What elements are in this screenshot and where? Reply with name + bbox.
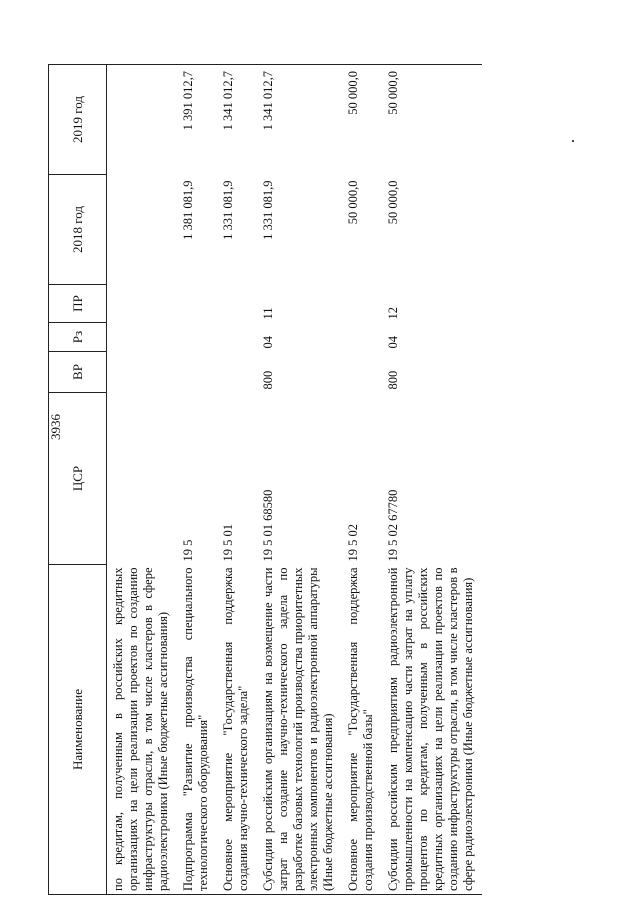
header-2019: 2019 год — [49, 65, 107, 175]
row-rz — [217, 323, 257, 352]
row-2018: 50 000,0 — [386, 180, 400, 225]
row-name: Субсидии российским предприятиям радиоэлектронной промышленности на компенсацию части затрат на уплату процентов по кредитам, полученным в российских кредитных организациях на цели реализации проектов по созданию инфраструктуры отрасли, в том числе кластеров в сфере радиоэлектроники (Иные бюджетные ассигнования) — [382, 565, 482, 895]
row-pr: 11 — [261, 307, 275, 320]
row-2018 — [107, 175, 178, 285]
row-csr: 19 5 01 68580 — [261, 489, 275, 562]
table-row — [217, 65, 257, 895]
row-vr: 800 — [261, 370, 275, 390]
row-pr — [342, 285, 382, 323]
row-csr — [107, 393, 178, 565]
row-2019: 1 391 012,7 — [177, 65, 217, 175]
row-name: Основное мероприятие "Государственная поддержка создания производственной базы" — [342, 565, 382, 895]
row-rz — [107, 323, 178, 352]
rotated-page — [48, 15, 610, 895]
row-rz — [342, 323, 382, 352]
table-row — [257, 65, 342, 895]
table-header-row — [49, 65, 107, 895]
row-2019: 1 341 012,7 — [257, 65, 342, 175]
row-rz: 04 — [261, 336, 275, 349]
row-2019: 50 000,0 — [342, 65, 382, 175]
header-csr: ЦСР — [49, 393, 107, 565]
row-vr — [177, 352, 217, 393]
row-vr — [217, 352, 257, 393]
row-2018: 1 331 081,9 — [221, 180, 235, 240]
row-vr — [107, 352, 178, 393]
header-2018: 2018 год — [49, 175, 107, 285]
header-vr: ВР — [49, 352, 107, 393]
row-name: Основное мероприятие "Государственная поддержка создания научно-технического задела" — [217, 565, 257, 895]
row-2018: 1 331 081,9 — [261, 180, 275, 240]
row-pr — [177, 285, 217, 323]
row-pr — [107, 285, 178, 323]
row-vr — [342, 352, 382, 393]
header-pr: ПР — [49, 285, 107, 323]
row-pr — [217, 285, 257, 323]
header-rz: Рз — [49, 323, 107, 352]
row-vr: 800 — [386, 370, 400, 390]
table-row — [177, 65, 217, 895]
row-csr: 19 5 01 — [221, 524, 235, 562]
row-name: Субсидии российским организациям на возмещение части затрат на создание научно-технического задела по разработке базовых технологий производства приоритетных электронных компонентов и радиоэлектронной аппаратуры (Иные бюджетные ассигнования) — [257, 565, 342, 895]
row-2019: 50 000,0 — [382, 65, 482, 175]
budget-table — [48, 64, 482, 895]
table-row — [342, 65, 382, 895]
row-name: Подпрограмма "Развитие производства специального технологического оборудования" — [177, 565, 217, 895]
row-2019: 1 341 012,7 — [217, 65, 257, 175]
row-csr: 19 5 — [181, 539, 195, 562]
page-number: 3936 — [48, 414, 63, 440]
row-2018: 50 000,0 — [346, 180, 360, 225]
table-row — [107, 65, 178, 895]
header-name: Наименование — [49, 565, 107, 895]
row-rz: 04 — [386, 336, 400, 349]
row-name: по кредитам, полученным в российских кредитных организациях на цели реализации проектов по созданию инфраструктуры отрасли, в том числе кластеров в сфере радиоэлектроники (Иные бюджетные ассигнования) — [107, 565, 178, 895]
row-csr: 19 5 02 67780 — [386, 489, 400, 562]
row-2019 — [107, 65, 178, 175]
row-2018: 1 381 081,9 — [181, 180, 195, 240]
row-csr: 19 5 02 — [346, 524, 360, 562]
table-row — [382, 65, 482, 895]
row-rz — [177, 323, 217, 352]
row-pr: 12 — [386, 307, 400, 320]
